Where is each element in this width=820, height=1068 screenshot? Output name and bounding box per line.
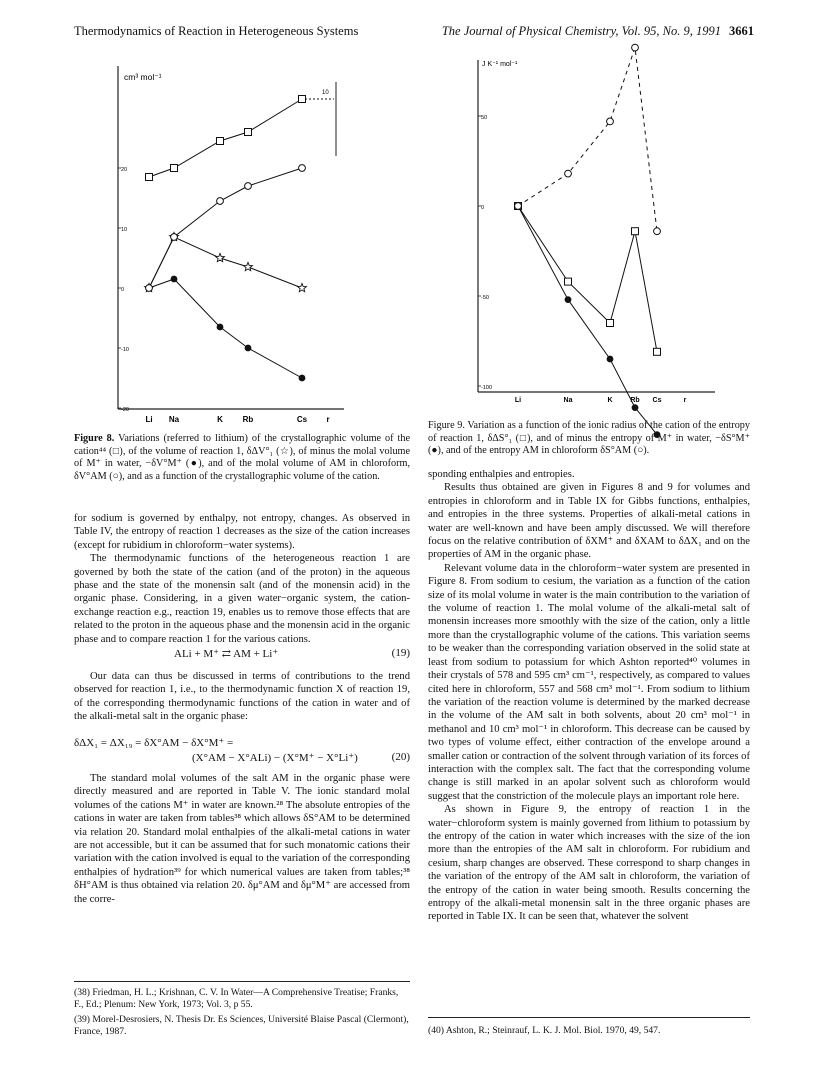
footnote-39: (39) Morel-Desrosiers, N. Thesis Dr. Es Sciences, Université Blaise Pascal (Clermont), France, 1987. bbox=[74, 1014, 409, 1037]
fig8-y-tick-label: -10 bbox=[121, 347, 129, 353]
fig9-y-tick-label: 50 bbox=[481, 115, 488, 121]
fig8-series-line bbox=[149, 168, 302, 288]
figure-9-plot bbox=[460, 50, 720, 404]
figure-9-caption-text: Variation as a function of the ionic radius of the cation of the entropy of reaction 1, δΔS°₁ (□), and of minus the entropy of M⁺ in water, −δS°M⁺ (●), and of the entropy AM in chloroform δS°AM (○). bbox=[428, 420, 750, 457]
fig8-data-point bbox=[299, 375, 306, 382]
fig8-data-point bbox=[171, 165, 178, 172]
fig9-y-tick-label: -100 bbox=[481, 385, 493, 391]
figure-8-label: Figure 8. bbox=[74, 433, 115, 444]
equation-19-body: ALi + M⁺ ⇄ AM + Li⁺ bbox=[174, 648, 279, 660]
fig9-data-point bbox=[632, 44, 639, 51]
left-paragraph-1: for sodium is governed by enthalpy, not entropy, changes. As observed in Table IV, the entropy of reaction 1 decreases as the size of the cation increases (except for rubidium in chloroform−water systems). bbox=[74, 513, 410, 551]
fig8-data-point bbox=[216, 253, 225, 261]
fig8-data-point bbox=[244, 262, 253, 270]
fig9-data-point bbox=[654, 228, 661, 235]
figure-9-caption bbox=[428, 420, 750, 458]
fig9-x-tick-label: Cs bbox=[652, 397, 662, 404]
footnote-38: (38) Friedman, H. L.; Krishnan, C. V. In Water—A Comprehensive Treatise; Franks, F., Ed.; Plenum: New York, 1973; Vol. 3, p 55. bbox=[74, 987, 399, 1010]
fig8-data-point bbox=[245, 345, 252, 352]
fig9-x-tick-label: Na bbox=[563, 397, 573, 404]
fig9-y-tick-label: 0 bbox=[481, 205, 485, 211]
fig9-x-tick-label: r bbox=[683, 397, 687, 404]
fig8-data-point bbox=[171, 276, 178, 283]
fig8-y-tick-label: 0 bbox=[121, 287, 125, 293]
fig8-scale-bar-label: 10 bbox=[322, 90, 329, 96]
fig8-x-tick-label: Li bbox=[145, 415, 153, 424]
page-number: 3661 bbox=[729, 24, 754, 38]
fig8-data-point bbox=[217, 138, 224, 145]
fig8-y-tick-label: 20 bbox=[121, 167, 128, 173]
fig9-data-point bbox=[607, 356, 614, 363]
figure-9-label: Figure 9. bbox=[428, 420, 465, 431]
fig8-x-tick-label: Na bbox=[168, 415, 180, 424]
fig9-x-tick-label: K bbox=[607, 397, 613, 404]
right-paragraph-4: As shown in Figure 9, the entropy of reaction 1 in the water−chloroform system is mainly governed from lithium to potassium by the entropy of the cation in water which increases with the size of the ion more than the entropies of the AM salt in chloroform. For rubidium and cesium, sharp changes are observed. These correspond to sharp changes in the variation of the entropy of the AM salt in chloroform, the variation of the entropy of the cation in water being smooth. Results concerning the entropy of the alkali-metal monensin salt in the three organic phases are reported in Table IX. It can be seen that, whatever the solvent bbox=[428, 804, 750, 923]
fig9-data-point bbox=[632, 228, 639, 235]
fig8-series-line bbox=[149, 279, 302, 378]
fig9-data-point bbox=[607, 320, 614, 327]
right-paragraph-2: Results thus obtained are given in Figures 8 and 9 for volumes and entropies in chloroform and in Table IX for Gibbs functions, enthalpies, and entropies in the three systems. Properties of alkali-metal cations in water are well-known and have been amply discussed. We will therefore focus on the relative contribution of δXM⁺ and δXAM to δΔX₁ and on the properties of AM in the organic phase. bbox=[428, 482, 750, 561]
fig8-y-unit: cm³ mol⁻¹ bbox=[124, 72, 162, 82]
equation-19-number: (19) bbox=[391, 647, 410, 659]
fig9-data-point bbox=[565, 170, 572, 177]
figure-8 bbox=[102, 62, 352, 432]
figure-8-plot bbox=[102, 62, 352, 432]
fig8-y-tick-label: -20 bbox=[121, 407, 129, 413]
fig9-x-tick-label: Li bbox=[514, 397, 522, 404]
fig9-data-point bbox=[565, 296, 572, 303]
fig9-y-tick-label: -50 bbox=[481, 295, 489, 301]
fig8-data-point bbox=[299, 165, 306, 172]
left-footnote-rule bbox=[74, 981, 410, 982]
fig9-data-point bbox=[632, 404, 639, 411]
left-paragraph-4-block bbox=[74, 772, 410, 906]
fig9-data-point bbox=[515, 203, 522, 210]
fig8-data-point bbox=[146, 174, 153, 181]
left-paragraph-2: The thermodynamic functions of the heterogeneous reaction 1 are governed by both the state of the cation (and of the proton) in the aqueous phase and the state of the monensin salt (and of the monensin acid) in the organic phase. Considering, in a given water−organic system, the cation-exchange reaction e.g., reaction 19, enables us to remove those effects that are related to the proton in the aqueous phase and the monensin acid in the organic phase and to compare reaction 1 for the various cations. bbox=[74, 553, 410, 645]
fig8-data-point bbox=[299, 96, 306, 103]
fig9-series-line bbox=[518, 48, 657, 232]
figure-9 bbox=[460, 50, 720, 404]
fig8-x-tick-label: r bbox=[326, 415, 330, 424]
fig8-x-tick-label: Rb bbox=[242, 415, 254, 424]
fig9-data-point bbox=[654, 348, 661, 355]
running-header-left: Thermodynamics of Reaction in Heterogeneous Systems bbox=[74, 24, 359, 38]
fig9-data-point bbox=[607, 118, 614, 125]
right-paragraph-1: sponding enthalpies and entropies. bbox=[428, 469, 575, 480]
left-column-text bbox=[74, 512, 410, 646]
running-header-right bbox=[442, 24, 754, 39]
equation-20-line-2: (X°AM − X°ALi) − (X°M⁺ − X°Li⁺) bbox=[192, 752, 358, 764]
left-paragraph-3-block bbox=[74, 670, 410, 724]
left-paragraph-3: Our data can thus be discussed in terms of contributions to the trend observed for reaction 1, i.e., to the thermodynamic function X of reaction 19, of the corresponding thermodynamic functions of the cation in water and of the alkali-metal salt in the organic phase: bbox=[74, 671, 410, 723]
right-paragraph-3: Relevant volume data in the chloroform−water system are presented in Figure 8. From sodium to cesium, the variation as a function of the cation size of its molal volume in water is the main contribution to the variation of the volume of reaction 1. The molal volume of the alkali-metal salt of monensin increases more smoothly with the size of the cation, only a little more than the crystallographic volume of the cations. This variation seems to be weaker than the corresponding variation observed in the solid state at least from sodium to potassium for which Ashton reported⁴⁰ volumes in their crystals of 578 and 595 cm³ cm⁻¹, respectively, as compared to values cited here in chloroform, 557 and 568 cm³ mol⁻¹. From sodium to lithium the variation of the reaction volume is determined by the marked decrease in the volume of the AM salt in both solvents, about 20 cm³ mol⁻¹ in methanol and 10 cm³ mol⁻¹ in chloroform. This decrease can be caused by two types of volume effect, either contraction of the envelope around a smaller cation or contraction of the solvent through variation of its forces of interaction with the complex salt. The fact that the corresponding volume change is still marked in an apolar solvent such as chloroform would suggest that the constriction of the molecule plays an important role here. bbox=[428, 562, 750, 802]
fig9-y-unit: J K⁻¹ mol⁻¹ bbox=[482, 61, 518, 68]
fig8-data-point bbox=[245, 183, 252, 190]
equation-20-number: (20) bbox=[391, 751, 410, 763]
fig8-data-point bbox=[217, 324, 224, 331]
footnote-40: (40) Ashton, R.; Steinrauf, L. K. J. Mol. Biol. 1970, 49, 547. bbox=[428, 1025, 661, 1036]
left-paragraph-4: The standard molal volumes of the salt AM in the organic phase were directly measured and are reported in Table V. The ionic standard molal volumes of the cations M⁺ in water are known.²⁸ The absolute entropies of the cations in water are taken from tables³⁸ which allows δS°AM to be determined via relation 20. Standard molal enthalpies of the alkali-metal cations in water are not accessible, but it can be assumed that for such monatomic cations their variation with the cation involved is equal to the variation of the corresponding enthalpies of hydration³⁹ for which numerical values are taken from tables;³⁸ δH°AM is thus obtained via relation 20. δμ°AM and δμ°M⁺ are accessed from the corre- bbox=[74, 773, 410, 905]
fig8-data-point bbox=[171, 234, 178, 241]
fig9-data-point bbox=[565, 278, 572, 285]
journal-citation: The Journal of Physical Chemistry, Vol. 95, No. 9, 1991 bbox=[441, 24, 721, 38]
figure-8-caption bbox=[74, 433, 410, 483]
fig8-data-point bbox=[245, 129, 252, 136]
right-column-text bbox=[428, 468, 750, 924]
fig9-x-tick-label: Rb bbox=[630, 397, 640, 404]
equation-20-line-1: δΔX₁ = ΔX₁₉ = δX°AM − δX°M⁺ = bbox=[74, 737, 234, 749]
fig8-data-point bbox=[217, 198, 224, 205]
fig8-x-tick-label: Cs bbox=[296, 415, 308, 424]
equation-20 bbox=[74, 736, 410, 766]
fig8-data-point bbox=[298, 283, 307, 291]
figure-8-caption-text: Variations (referred to lithium) of the crystallographic volume of the cation⁴⁴ (□), of the volume of reaction 1, δΔV°₁ (☆), of minus the molal volume of M⁺ in water, −δV°M⁺ (●), and of the molal volume of AM in chloroform, δV°AM (○), and as a function of the crystallographic volume of the cation. bbox=[74, 433, 410, 482]
right-footnote-rule bbox=[428, 1017, 750, 1018]
fig8-x-tick-label: K bbox=[217, 415, 223, 424]
fig8-y-tick-label: 10 bbox=[121, 227, 128, 233]
fig8-data-point bbox=[146, 285, 153, 292]
